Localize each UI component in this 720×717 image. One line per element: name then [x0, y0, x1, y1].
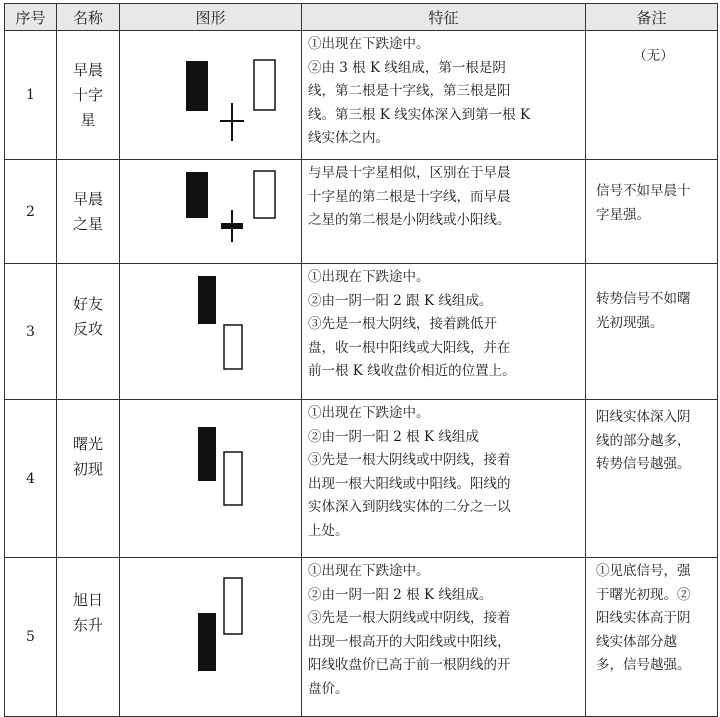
candlestick-figure — [120, 160, 302, 263]
pattern-name-line: 早晨 — [72, 60, 103, 79]
candlestick-figure — [120, 31, 302, 159]
pattern-figure — [120, 160, 302, 264]
header-figure: 图形 — [120, 4, 302, 31]
feature-line: 出现一根高开的大阳线或中阳线， — [308, 633, 511, 650]
header-notes: 备注 — [586, 4, 718, 31]
pattern-note — [586, 558, 718, 717]
pattern-note — [586, 31, 718, 160]
pattern-name — [57, 400, 120, 558]
pattern-name-line: 之星 — [72, 214, 103, 233]
pattern-name-line: 好友 — [72, 295, 103, 313]
table-row — [5, 558, 718, 717]
pattern-figure — [120, 264, 302, 400]
feature-line: ③先是一根大阴线或中阴线，接着 — [308, 452, 511, 468]
pattern-name-line: 星 — [80, 110, 96, 129]
feature-line: ②由一阴一阳 2 跟 K 线组成。 — [308, 292, 493, 309]
pattern-figure — [120, 400, 302, 558]
header-index: 序号 — [5, 4, 57, 31]
row-index: 3 — [5, 264, 57, 400]
bullish-candle — [254, 60, 275, 110]
feature-line: ③先是一根大阴线，接着跳低开 — [308, 316, 497, 332]
note-line: 阳线实体深入阴 — [596, 409, 691, 425]
feature-line: 盘，收一根中阳线或大阳线，并在 — [308, 339, 511, 356]
feature-line: ②由一阴一阳 2 根 K 线组成。 — [308, 586, 493, 603]
feature-line: 线，第二根是十字线，第三根是阳 — [308, 83, 511, 99]
feature-line: ②由 3 根 K 线组成，第一根是阴 — [308, 59, 506, 76]
bullish-candle — [254, 171, 275, 218]
note-line: ①见底信号，强 — [596, 563, 691, 579]
pattern-name-line: 初现 — [72, 460, 103, 478]
note-line: 字星强。 — [596, 206, 650, 223]
table-row — [5, 400, 718, 558]
note-line: （无） — [633, 48, 674, 64]
feature-line: ①出现在下跌途中。 — [308, 269, 430, 285]
pattern-features — [302, 400, 586, 558]
note-line: 阳线实体高于阴 — [596, 610, 691, 626]
bearish-candle — [186, 172, 208, 218]
bearish-candle — [186, 61, 208, 111]
note-line: 光初现强。 — [596, 314, 664, 331]
note-line: 信号不如早晨十 — [596, 183, 691, 199]
pattern-name — [57, 264, 120, 400]
feature-line: 实体深入到阴线实体的二分之一以 — [308, 499, 511, 515]
pattern-name-line: 十字 — [72, 85, 103, 104]
feature-line: 线。第三根 K 线实体深入到第一根 K — [308, 106, 531, 123]
pattern-name — [57, 160, 120, 264]
feature-line: ②由一阴一阳 2 根 K 线组成 — [308, 428, 479, 445]
pattern-name — [57, 31, 120, 160]
feature-line: ①出现在下跌途中。 — [308, 563, 430, 579]
note-line: 线实体部分越 — [596, 633, 677, 650]
row-index: 2 — [5, 160, 57, 264]
pattern-name-line: 曙光 — [72, 435, 103, 453]
feature-line: ①出现在下跌途中。 — [308, 405, 430, 421]
header-name: 名称 — [57, 4, 120, 31]
feature-line: 之星的第二根是小阴线或小阳线。 — [308, 212, 511, 228]
feature-line: 前一根 K 线收盘价相近的位置上。 — [308, 363, 516, 379]
pattern-name-line: 旭日 — [72, 591, 103, 609]
bearish-candle — [198, 276, 216, 324]
feature-line: 线实体之内。 — [308, 130, 389, 146]
bearish-candle — [198, 613, 216, 671]
feature-line: 出现一根大阳线或中阳线。阳线的 — [308, 475, 511, 492]
small-bearish-candle — [221, 223, 243, 229]
note-line: 转势信号越强。 — [596, 456, 691, 472]
header-features: 特征 — [302, 4, 586, 31]
note-line: 线的部分越多， — [596, 432, 691, 449]
pattern-figure — [120, 31, 302, 160]
pattern-figure — [120, 558, 302, 717]
pattern-name — [57, 558, 120, 717]
row-index: 1 — [5, 31, 57, 160]
bullish-candle — [224, 578, 242, 634]
pattern-features — [302, 31, 586, 160]
feature-line: 与早晨十字星相似，区别在于早晨 — [308, 165, 511, 181]
feature-line: 十字星的第二根是十字线，而早晨 — [308, 188, 511, 205]
pattern-name-line: 东升 — [72, 616, 103, 634]
feature-line: ③先是一根大阴线或中阴线，接着 — [308, 610, 511, 626]
table-row — [5, 264, 718, 400]
pattern-note — [586, 160, 718, 264]
row-index: 5 — [5, 558, 57, 717]
note-line: 转势信号不如曙 — [596, 291, 691, 307]
pattern-features — [302, 264, 586, 400]
candlestick-pattern-table — [4, 3, 718, 717]
candlestick-figure — [120, 400, 302, 557]
pattern-note — [586, 264, 718, 400]
candlestick-figure — [120, 558, 302, 716]
candlestick-figure — [120, 264, 302, 399]
bullish-candle — [224, 452, 242, 505]
bearish-candle — [198, 427, 216, 481]
feature-line: 盘价。 — [308, 680, 349, 697]
feature-line: 上处。 — [308, 522, 349, 539]
row-index: 4 — [5, 400, 57, 558]
pattern-features — [302, 558, 586, 717]
bullish-candle — [224, 325, 242, 369]
pattern-features — [302, 160, 586, 264]
note-line: 于曙光初现。② — [596, 586, 691, 603]
header-row — [5, 4, 718, 31]
note-line: 多，信号越强。 — [596, 657, 691, 673]
pattern-name-line: 反攻 — [72, 320, 103, 338]
pattern-name-line: 早晨 — [72, 189, 103, 208]
table-row — [5, 31, 718, 160]
feature-line: ①出现在下跌途中。 — [308, 36, 430, 52]
table-row — [5, 160, 718, 264]
pattern-note — [586, 400, 718, 558]
feature-line: 阳线收盘价已高于前一根阴线的开 — [308, 657, 511, 673]
